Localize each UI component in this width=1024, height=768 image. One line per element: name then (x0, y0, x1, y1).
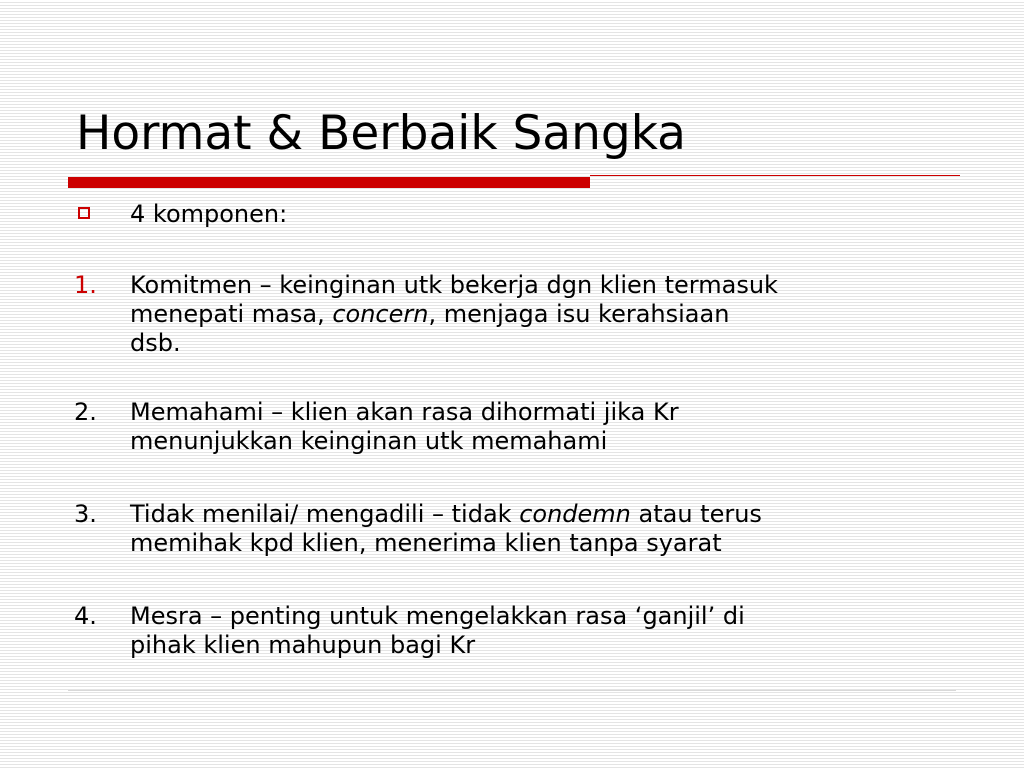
list-item-1-line-3: dsb. (130, 329, 181, 357)
intro-bullet-text: 4 komponen: (130, 200, 288, 228)
list-item-2-number: 2. (74, 398, 97, 426)
list-item-3-number: 3. (74, 500, 97, 528)
list-item-2-line-2: menunjukkan keinginan utk memahami (130, 427, 608, 455)
list-item-3-line-1: Tidak menilai/ mengadili – tidak condemn atau terus (130, 500, 762, 528)
square-bullet-icon (78, 207, 90, 219)
list-item-1-line-1: Komitmen – keinginan utk bekerja dgn klien termasuk (130, 271, 778, 299)
list-item-3-line-2: memihak kpd klien, menerima klien tanpa syarat (130, 529, 722, 557)
emphasis-concern: concern (332, 300, 429, 328)
list-item-1-line-2: menepati masa, concern, menjaga isu kerahsiaan (130, 300, 730, 328)
list-item-2-line-1: Memahami – klien akan rasa dihormati jika Kr (130, 398, 679, 426)
list-item-1-number: 1. (74, 271, 97, 299)
slide-title: Hormat & Berbaik Sangka (76, 106, 686, 161)
footer-divider (68, 690, 956, 691)
list-item-4-number: 4. (74, 602, 97, 630)
emphasis-condemn: condemn (519, 500, 631, 528)
list-item-4-line-1: Mesra – penting untuk mengelakkan rasa ‘ganjil’ di (130, 602, 745, 630)
list-item-4-line-2: pihak klien mahupun bagi Kr (130, 631, 476, 659)
